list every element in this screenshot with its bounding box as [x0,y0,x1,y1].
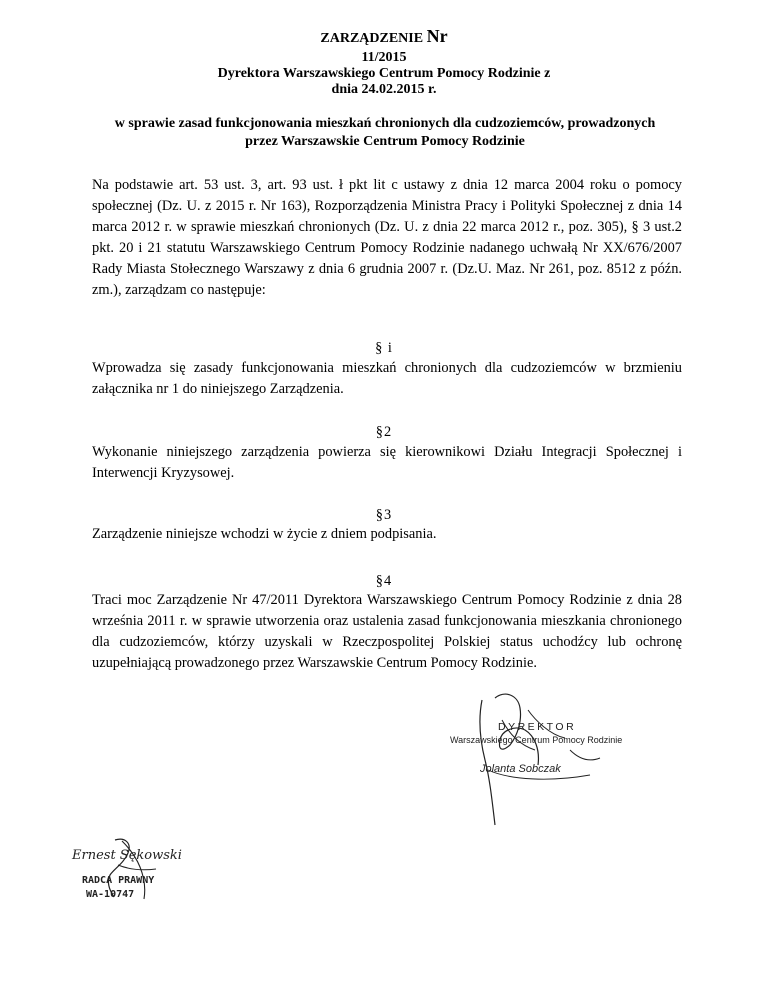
document-number: 11/2015 [361,50,407,65]
stamp-legal-role: RADCA PRAWNY [82,875,155,886]
title-nr: Nr [426,26,448,46]
legal-counsel-stamp-signature [70,835,230,910]
document-subject [100,115,670,151]
stamp-director-name: Jolanta Sobczak [480,763,561,775]
title-word: ZARZĄDZENIE [320,31,424,46]
section-1-mark: § i [375,340,393,356]
section-4-mark: §4 [375,573,393,589]
stamp-legal-name: Ernest Sękowski [72,848,182,863]
document-title [0,26,768,47]
subject-line-2: przez Warszawskie Centrum Pomocy Rodzinie [245,134,525,149]
section-1-text: Wprowadza się zasady funkcjonowania mieszkań chronionych dla cudzoziemców w brzmieniu załącznika nr 1 do niniejszego Zarządzenia. [92,360,682,397]
section-3-mark: §3 [375,507,393,523]
section-2-text: Wykonanie niniejszego zarządzenia powierza się kierownikowi Działu Integracji Społecznej i Interwencji Kryzysowej. [92,444,682,481]
preamble-paragraph: Na podstawie art. 53 ust. 3, art. 93 ust. ł pkt lit c ustawy z dnia 12 marca 2004 roku o pomocy społecznej (Dz. U. z 2015 r. Nr 163), Rozporządzenia Ministra Pracy i Polityki Społecznej z dnia 14 marca 2012 r. w sprawie mieszkań chronionych (Dz. U. z dnia 22 marca 2012 r., poz. 305), § 3 ust.2 pkt. 20 i 21 statutu Warszawskiego Centrum Pomocy Rodzinie nadanego uchwałą Nr XX/676/2007 Rady Miasta Stołecznego Warszawy z dnia 6 grudnia 2007 r. (Dz.U. Maz. Nr 261, poz. 8512 z późn. zm.), zarządzam co następuje: [92,177,682,298]
section-2-mark: §2 [375,424,393,440]
document-issuer: Dyrektora Warszawskiego Centrum Pomocy Rodzinie z [217,66,551,81]
document-date: dnia 24.02.2015 r. [331,82,437,97]
section-3-text: Zarządzenie niniejsze wchodzi w życie z dniem podpisania. [92,526,437,542]
stamp-director-role: DYREKTOR [498,721,577,733]
section-4-text: Traci moc Zarządzenie Nr 47/2011 Dyrektora Warszawskiego Centrum Pomocy Rodzinie z dnia 28 września 2011 r. w sprawie utworzenia oraz ustalenia zasad funkcjonowania mieszkania chronionego dla cudzoziemców, którzy uzyskali w Rzeczpospolitej Polskiej status uchodźcy lub ochronę uzupełniającą prowadzonego przez Warszawskie Centrum Pomocy Rodzinie. [92,592,682,671]
stamp-legal-number: WA-10747 [86,889,135,900]
director-stamp-signature [440,690,670,830]
subject-line-1: w sprawie zasad funkcjonowania mieszkań chronionych dla cudzoziemców, prowadzonych [114,116,656,131]
stamp-director-org: Warszawskiego Centrum Pomocy Rodzinie [450,735,623,745]
